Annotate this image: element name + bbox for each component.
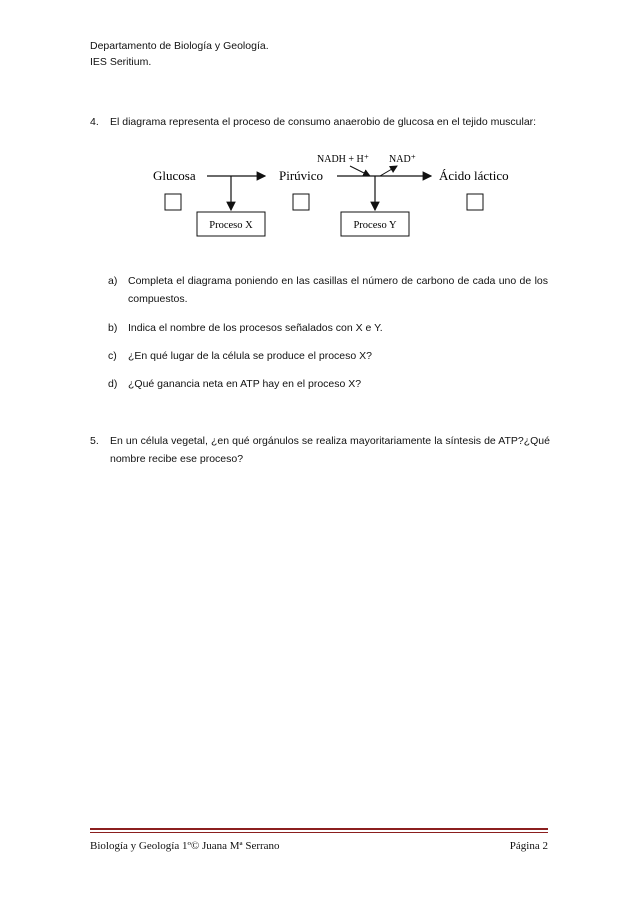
question-4b-label: b) bbox=[108, 322, 118, 334]
question-5-text: En un célula vegetal, ¿en qué orgánulos se realiza mayoritariamente la síntesis de ATP?¿Qué nombre recibe ese proceso? bbox=[110, 435, 550, 465]
arrow-nad bbox=[380, 166, 397, 176]
school-line: IES Seritium. bbox=[90, 56, 152, 68]
page-number: Página 2 bbox=[509, 840, 548, 852]
glucosa-label: Glucosa bbox=[153, 168, 196, 183]
question-4b-text: Indica el nombre de los procesos señalados con X e Y. bbox=[128, 322, 383, 334]
piruvico-label: Pirúvico bbox=[279, 168, 324, 183]
lactico-label: Ácido láctico bbox=[439, 168, 509, 183]
proceso-x-label: Proceso X bbox=[209, 220, 253, 231]
nadh-label: NADH + H⁺ bbox=[317, 154, 370, 165]
question-4c-text: ¿En qué lugar de la célula se produce el proceso X? bbox=[128, 350, 372, 362]
question-4d-label: d) bbox=[108, 378, 118, 390]
arrow-nadh bbox=[350, 166, 370, 176]
question-4a bbox=[108, 272, 548, 308]
footer-divider-thin bbox=[90, 832, 548, 833]
question-4a-text: Completa el diagrama poniendo en las casillas el número de carbono de cada uno de los compuestos. bbox=[128, 275, 548, 305]
question-5-number: 5. bbox=[90, 435, 99, 447]
question-4d bbox=[108, 375, 548, 393]
question-4d-text: ¿Qué ganancia neta en ATP hay en el proceso X? bbox=[128, 378, 362, 390]
question-4c-label: c) bbox=[108, 350, 117, 362]
footer-divider bbox=[90, 828, 548, 830]
piruvico-carbon-box bbox=[293, 194, 309, 210]
question-5 bbox=[90, 432, 550, 468]
page-header bbox=[90, 38, 269, 70]
glucosa-carbon-box bbox=[165, 194, 181, 210]
question-4a-label: a) bbox=[108, 275, 118, 287]
footer-author: Biología y Geología 1º© Juana Mª Serrano bbox=[90, 840, 280, 852]
question-4c bbox=[108, 347, 548, 365]
proceso-y-label: Proceso Y bbox=[353, 220, 397, 231]
glucose-process-diagram bbox=[145, 148, 525, 248]
lactico-carbon-box bbox=[467, 194, 483, 210]
question-4-text: El diagrama representa el proceso de consumo anaerobio de glucosa en el tejido muscular: bbox=[110, 116, 537, 128]
department-line: Departamento de Biología y Geología. bbox=[90, 40, 269, 52]
question-4-number: 4. bbox=[90, 116, 99, 128]
question-4b bbox=[108, 319, 548, 337]
nad-label: NAD⁺ bbox=[389, 154, 416, 165]
question-4 bbox=[90, 113, 550, 131]
